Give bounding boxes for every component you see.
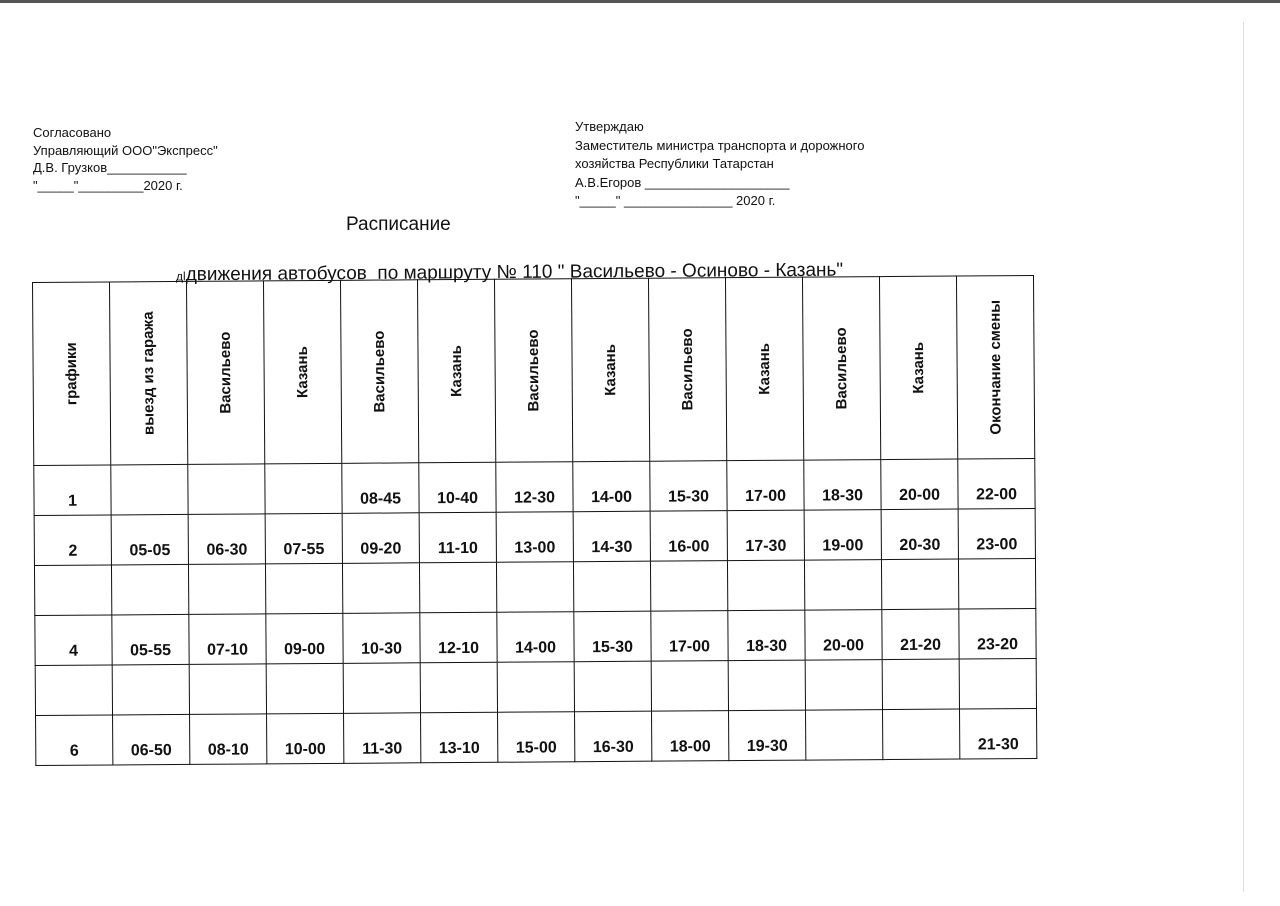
time-cell [265, 463, 342, 514]
time-cell: 09-20 [342, 513, 419, 564]
time-cell [266, 663, 343, 714]
schedule-table-wrapper [32, 275, 1037, 766]
time-cell [727, 560, 804, 611]
scan-edge-right [1243, 22, 1244, 892]
time-cell: 12-10 [420, 612, 497, 663]
time-cell: 08-10 [190, 714, 267, 765]
column-header-label: Казань [755, 342, 774, 395]
time-cell [497, 662, 574, 713]
schedule-number-cell: 6 [36, 715, 113, 766]
time-cell: 18-30 [804, 460, 881, 511]
column-header [648, 278, 726, 462]
time-cell: 19-30 [729, 710, 806, 761]
time-cell [651, 661, 728, 712]
agreed-line: Управляющий ООО"Экспресс" [33, 142, 218, 158]
time-cell [343, 663, 420, 714]
time-cell [650, 561, 727, 612]
time-cell [496, 562, 573, 613]
column-header [186, 281, 264, 465]
time-cell [342, 563, 419, 614]
time-cell: 20-30 [881, 509, 958, 560]
agreed-block [33, 124, 218, 194]
time-cell: 14-30 [573, 511, 650, 562]
time-cell: 21-30 [960, 708, 1037, 759]
table-row [36, 708, 1037, 765]
time-cell [805, 660, 882, 711]
time-cell [883, 709, 960, 760]
column-header [956, 276, 1034, 460]
time-cell: 08-45 [342, 463, 419, 514]
time-cell: 11-10 [419, 512, 496, 563]
table-body [34, 459, 1037, 766]
time-cell: 11-30 [344, 713, 421, 764]
approval-block [575, 118, 864, 211]
table-row [34, 459, 1035, 516]
time-cell: 05-55 [112, 614, 189, 665]
time-cell: 14-00 [497, 612, 574, 663]
time-cell: 13-10 [421, 712, 498, 763]
time-cell: 16-00 [650, 511, 727, 562]
column-header-label: Васильево [678, 328, 697, 411]
time-cell [804, 560, 881, 611]
time-cell: 05-05 [111, 514, 188, 565]
time-cell [881, 559, 958, 610]
time-cell [265, 563, 342, 614]
schedule-number-cell: 4 [35, 615, 112, 666]
time-cell: 07-55 [265, 513, 342, 564]
schedule-number-cell: 2 [34, 515, 111, 566]
time-cell: 06-50 [113, 714, 190, 765]
time-cell: 21-20 [882, 609, 959, 660]
time-cell: 17-00 [727, 460, 804, 511]
time-cell [574, 661, 651, 712]
time-cell: 15-30 [650, 461, 727, 512]
time-cell: 13-00 [496, 512, 573, 563]
column-header [417, 279, 495, 463]
time-cell [573, 561, 650, 612]
time-cell: 06-30 [188, 514, 265, 565]
time-cell: 10-00 [267, 713, 344, 764]
time-cell: 07-10 [189, 614, 266, 665]
time-cell [189, 664, 266, 715]
subtitle-text: движения автобусов по маршруту № 110 " Васильево - Осиново - Казань" [185, 259, 844, 286]
time-cell [958, 559, 1035, 610]
time-cell [806, 710, 883, 761]
time-cell: 22-00 [958, 459, 1035, 510]
column-header [110, 281, 188, 465]
time-cell: 23-20 [959, 609, 1036, 660]
schedule-number-cell: 1 [34, 465, 111, 516]
time-cell: 14-00 [573, 461, 650, 512]
time-cell: 10-30 [343, 613, 420, 664]
table-row [35, 658, 1036, 715]
time-cell: 18-00 [652, 711, 729, 762]
column-header-label: графики [62, 342, 81, 406]
agreed-line: Согласовано [33, 125, 112, 140]
time-cell [111, 464, 188, 515]
header-row [33, 276, 1035, 466]
column-header [571, 278, 649, 462]
time-cell: 20-00 [881, 459, 958, 510]
time-cell: 15-30 [574, 611, 651, 662]
document-title: Расписание [346, 214, 451, 235]
time-cell: 17-30 [727, 510, 804, 561]
table-row [34, 509, 1035, 566]
column-header-label: выезд из гаража [139, 311, 158, 436]
time-cell: 16-30 [575, 711, 652, 762]
approval-line: Заместитель министра транспорта и дорожного [575, 137, 865, 153]
scan-edge-top [0, 0, 1280, 3]
time-cell [959, 658, 1036, 709]
approval-line: "_____" _______________ 2020 г. [575, 193, 776, 208]
time-cell [882, 659, 959, 710]
column-header [263, 280, 341, 464]
column-header-label: Казань [909, 341, 928, 394]
time-cell [188, 464, 265, 515]
column-header [494, 279, 572, 463]
time-cell: 10-40 [419, 462, 496, 513]
time-cell [188, 564, 265, 615]
time-cell [419, 562, 496, 613]
table-row [35, 609, 1036, 666]
column-header [802, 277, 880, 461]
time-cell [111, 564, 188, 615]
column-header-label: Казань [293, 346, 312, 399]
column-header-label: Васильево [216, 331, 235, 414]
time-cell: 15-00 [498, 712, 575, 763]
column-header-label: Васильево [524, 329, 543, 412]
time-cell: 17-00 [651, 611, 728, 662]
column-header [725, 277, 803, 461]
table-row [34, 559, 1035, 616]
subtitle-prefix: дl [175, 269, 186, 284]
time-cell: 20-00 [805, 610, 882, 661]
column-header-label: Окончание смены [986, 299, 1005, 435]
time-cell [728, 660, 805, 711]
column-header-label: Казань [447, 345, 466, 397]
time-cell: 23-00 [958, 509, 1035, 560]
time-cell [420, 662, 497, 713]
column-header [340, 280, 418, 464]
approval-line: Утверждаю [575, 119, 644, 134]
column-header [879, 276, 957, 460]
time-cell: 18-30 [728, 610, 805, 661]
approval-line: хозяйства Республики Татарстан [575, 156, 774, 171]
column-header-label: Васильево [370, 330, 389, 413]
time-cell [112, 664, 189, 715]
schedule-number-cell [34, 565, 111, 616]
agreed-line: Д.В. Грузков___________ [33, 160, 187, 175]
column-header [33, 282, 111, 466]
schedule-table [32, 275, 1037, 766]
column-header-label: Казань [601, 344, 620, 396]
column-header-label: Васильево [832, 327, 851, 410]
schedule-number-cell [35, 665, 112, 716]
agreed-line: "_____"_________2020 г. [33, 177, 183, 193]
approval-line: А.В.Егоров ____________________ [575, 174, 790, 190]
time-cell: 12-30 [496, 462, 573, 513]
time-cell: 19-00 [804, 510, 881, 561]
time-cell: 09-00 [266, 613, 343, 664]
